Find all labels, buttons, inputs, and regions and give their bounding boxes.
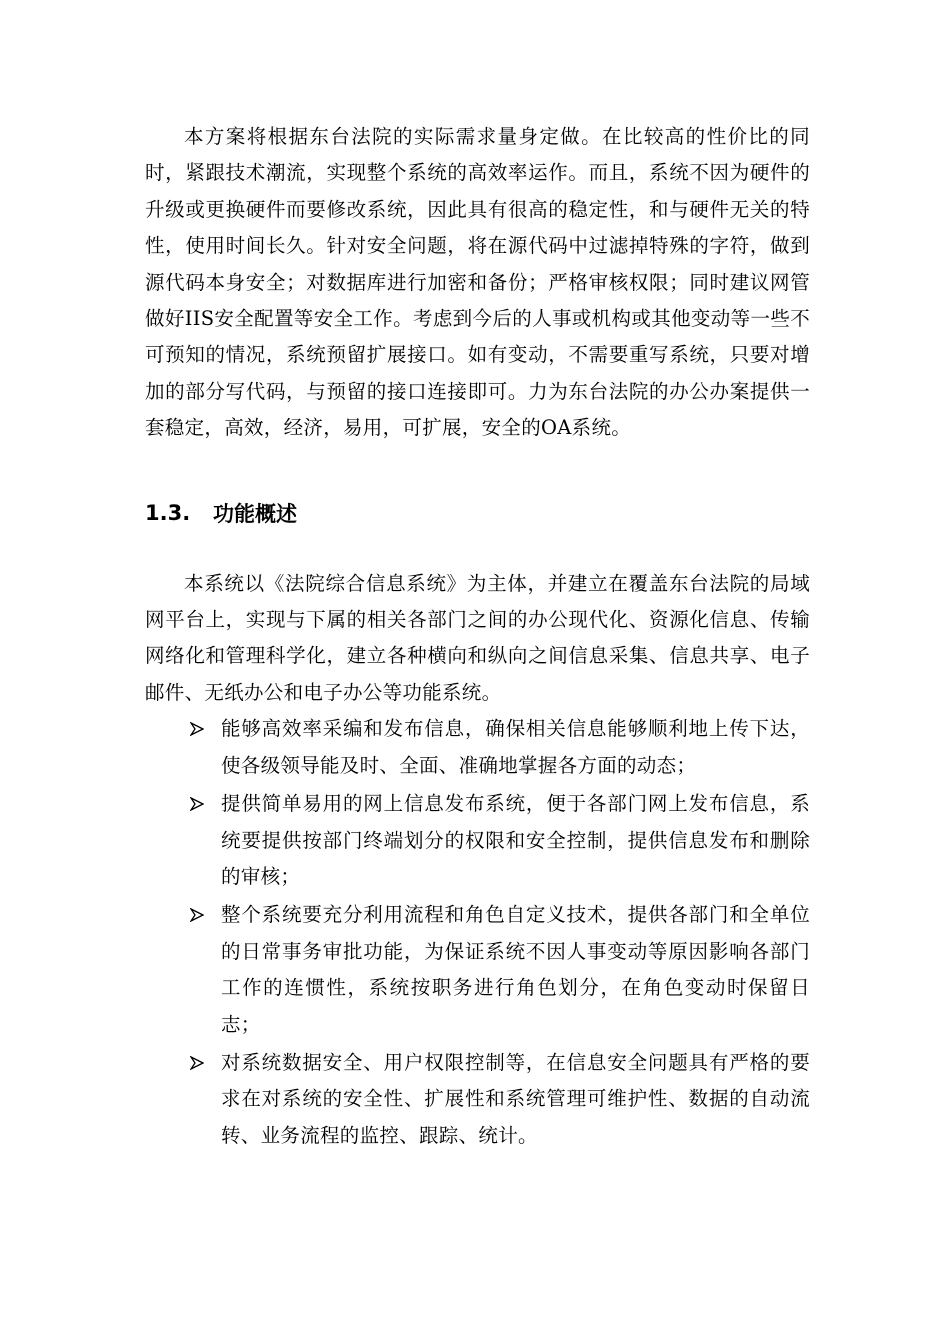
intro-paragraph: 本方案将根据东台法院的实际需求量身定做。在比较高的性价比的同时，紧跟技术潮流，实现整个系统的高效率运作。而且，系统不因为硬件的升级或更换硬件而要修改系统，因此具有很高的稳定性，和与硬件无关的特性，使用时间长久。针对安全问题，将在源代码中过滤掉特殊的字符，做到源代码本身安全；对数据库进行加密和备份；严格审核权限；同时建议网管做好IIS安全配置等安全工作。考虑到今后的人事或机构或其他变动等一些不可预知的情况，系统预留扩展接口。如有变动，不需要重写系统，只要对增加的部分写代码，与预留的接口连接即可。力为东台法院的办公办案提供一套稳定，高效，经济，易用，可扩展，安全的OA系统。 [145,125,810,440]
list-item [145,897,810,1043]
list-item-text: 整个系统要充分利用流程和角色自定义技术，提供各部门和全单位的日常事务审批功能，为保证系统不因人事变动等原因影响各部门工作的连惯性，系统按职务进行角色划分，在角色变动时保留日志； [221,903,810,1036]
list-item [145,1045,810,1154]
arrowhead-bullet-icon [187,786,207,822]
arrowhead-bullet-icon [187,1045,207,1081]
section-number: 1.3. [145,500,191,525]
list-item-text: 能够高效率采编和发布信息，确保相关信息能够顺利地上传下达，使各级领导能及时、全面、准确地掌握各方面的动态； [221,717,810,777]
list-item-text: 对系统数据安全、用户权限控制等，在信息安全问题具有严格的要求在对系统的安全性、扩展性和系统管理可维护性、数据的自动流转、业务流程的监控、跟踪、统计。 [221,1050,810,1147]
overview-paragraph: 本系统以《法院综合信息系统》为主体，并建立在覆盖东台法院的局域网平台上，实现与下属的相关各部门之间的办公现代化、资源化信息、传输网络化和管理科学化，建立各种横向和纵向之间信息采集、信息共享、电子邮件、无纸办公和电子办公等功能系统。 [145,571,810,704]
arrowhead-bullet-icon [187,711,207,747]
arrowhead-bullet-icon [187,897,207,933]
section-heading [145,493,810,533]
page-content [145,119,810,1154]
list-item [145,786,810,895]
section-title: 功能概述 [213,501,297,526]
feature-list [145,711,810,1154]
list-item [145,711,810,784]
list-item-text: 提供简单易用的网上信息发布系统，便于各部门网上发布信息，系统要提供按部门终端划分的权限和安全控制，提供信息发布和删除的审核； [221,792,810,888]
